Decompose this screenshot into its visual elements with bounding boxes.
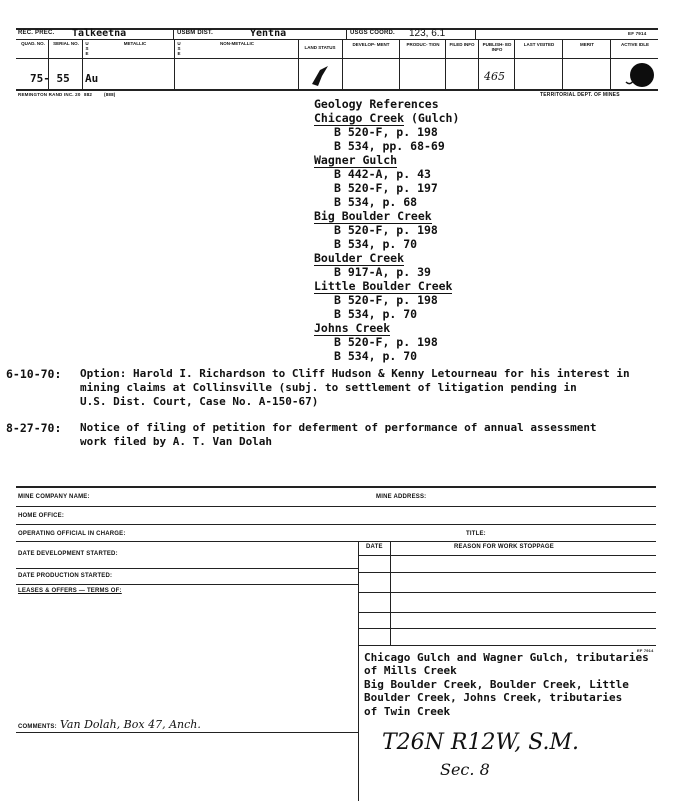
date-development-label: DATE DEVELOPMENT STARTED: bbox=[18, 551, 118, 557]
small-form-code: EF 7914 bbox=[637, 648, 654, 653]
col-serial-no: SERIAL NO. bbox=[53, 41, 79, 46]
usbm-dist-label: USBM DIST. bbox=[177, 30, 214, 36]
usbm-dist-value: Yentna bbox=[250, 28, 287, 39]
leases-offers-label: LEASES & OFFERS — TERMS OF: bbox=[18, 588, 122, 594]
location-line: Boulder Creek, Johns Creek, tributaries bbox=[364, 691, 623, 704]
date-production-label: DATE PRODUCTION STARTED: bbox=[18, 573, 113, 579]
rec-prec-label: REC. PREC. bbox=[18, 30, 55, 36]
location-line: of Mills Creek bbox=[364, 664, 457, 677]
comments-label: COMMENTS: bbox=[18, 724, 57, 730]
ref-item: B 520-F, p. 197 bbox=[334, 181, 438, 195]
col-filed-info: FILED INFO bbox=[449, 42, 475, 47]
quad-serial-value: 75- 55 bbox=[30, 72, 70, 85]
location-line: Big Boulder Creek, Boulder Creek, Little bbox=[364, 678, 629, 691]
reason-column-label: REASON FOR WORK STOPPAGE bbox=[454, 544, 554, 550]
col-production: PRODUC- TION bbox=[406, 42, 440, 47]
entry-line: work filed by A. T. Van Dolah bbox=[80, 435, 273, 448]
rec-prec-value: Talkeetna bbox=[72, 28, 127, 39]
ref-item: B 534, p. 70 bbox=[334, 307, 418, 321]
col-quad-no: QUAD. NO. bbox=[21, 41, 45, 46]
title-label: TITLE: bbox=[466, 531, 486, 537]
ref-item: B 534, p. 70 bbox=[334, 237, 418, 251]
entry-date: 6-10-70: bbox=[6, 367, 62, 381]
form-number: EF 7914 bbox=[628, 31, 647, 36]
location-line: of Twin Creek bbox=[364, 705, 451, 718]
col-development: DEVELOP- MENT bbox=[352, 42, 390, 47]
usgs-coord-label: USGS COORD. bbox=[350, 30, 395, 36]
ref-item: B 520-F, p. 198 bbox=[334, 335, 438, 349]
ref-item: B 520-F, p. 198 bbox=[334, 125, 438, 139]
metallic-value: Au bbox=[85, 72, 99, 85]
usgs-coord-value: 123, 6.1 bbox=[409, 28, 446, 39]
ref-item: B 534, pp. 68-69 bbox=[334, 139, 445, 153]
col-active-idle: ACTIVE IDLE bbox=[620, 42, 649, 47]
entry-line: Option: Harold I. Richardson to Cliff Hudson & Kenny Letourneau for his interest in bbox=[80, 367, 630, 380]
col-usage: U S E bbox=[85, 41, 89, 56]
printer-mark: REMINGTON RAND INC. 20 bbox=[18, 92, 81, 97]
active-marker-icon bbox=[622, 60, 656, 90]
ref-item: B 520-F, p. 198 bbox=[334, 293, 438, 307]
col-last-visited: LAST VISITED bbox=[523, 42, 555, 47]
handwritten-section: Sec. 8 bbox=[440, 760, 490, 779]
operating-official-label: OPERATING OFFICIAL IN CHARGE: bbox=[18, 531, 126, 537]
col-non-metallic: NON-METALLIC bbox=[220, 41, 254, 46]
references-title: Geology References bbox=[314, 97, 439, 111]
entry-line: mining claims at Collinsville (subj. to settlement of litigation pending in bbox=[80, 381, 577, 394]
ref-group-name: Boulder Creek bbox=[314, 251, 405, 265]
territorial-dept: TERRITORIAL DEPT. OF MINES bbox=[540, 92, 620, 98]
ref-item: B 442-A, p. 43 bbox=[334, 167, 431, 181]
printer-code: 882 bbox=[84, 92, 93, 97]
ref-item: B 520-F, p. 198 bbox=[334, 223, 438, 237]
ref-group-name: Little Boulder Creek bbox=[314, 279, 453, 293]
published-info-value: 465 bbox=[484, 70, 505, 83]
entry-line: U.S. Dist. Court, Case No. A-150-67) bbox=[80, 395, 319, 408]
ref-item: B 534, p. 70 bbox=[334, 349, 418, 363]
col-merit: MERIT bbox=[580, 42, 594, 47]
date-column-label: DATE bbox=[366, 544, 383, 550]
mine-address-label: MINE ADDRESS: bbox=[376, 494, 427, 500]
ref-group-name: Wagner Gulch bbox=[314, 153, 398, 167]
handwritten-township: T26N R12W, S.M. bbox=[382, 730, 580, 755]
mine-company-name-label: MINE COMPANY NAME: bbox=[18, 494, 90, 500]
printer-ref: (888) bbox=[104, 92, 116, 97]
ref-group-name: Johns Creek bbox=[314, 321, 391, 335]
checkmark-icon bbox=[308, 62, 334, 88]
col-land-status: LAND STATUS bbox=[304, 45, 336, 50]
ref-group-name: Chicago Creek (Gulch) bbox=[314, 111, 460, 125]
home-office-label: HOME OFFICE: bbox=[18, 513, 65, 519]
location-line: Chicago Gulch and Wagner Gulch, tributaries bbox=[364, 651, 649, 664]
col-usage-2: U S E bbox=[177, 41, 181, 56]
ref-item: B 534, p. 68 bbox=[334, 195, 418, 209]
entry-date: 8-27-70: bbox=[6, 421, 62, 435]
col-published-info: PUBLISH- ED INFO bbox=[482, 42, 512, 52]
entry-line: Notice of filing of petition for deferment of performance of annual assessment bbox=[80, 421, 597, 434]
col-metallic: METALLIC bbox=[123, 41, 147, 46]
ref-item: B 917-A, p. 39 bbox=[334, 265, 431, 279]
ref-group-name: Big Boulder Creek bbox=[314, 209, 432, 223]
comments-value: Van Dolah, Box 47, Anch. bbox=[60, 718, 201, 731]
